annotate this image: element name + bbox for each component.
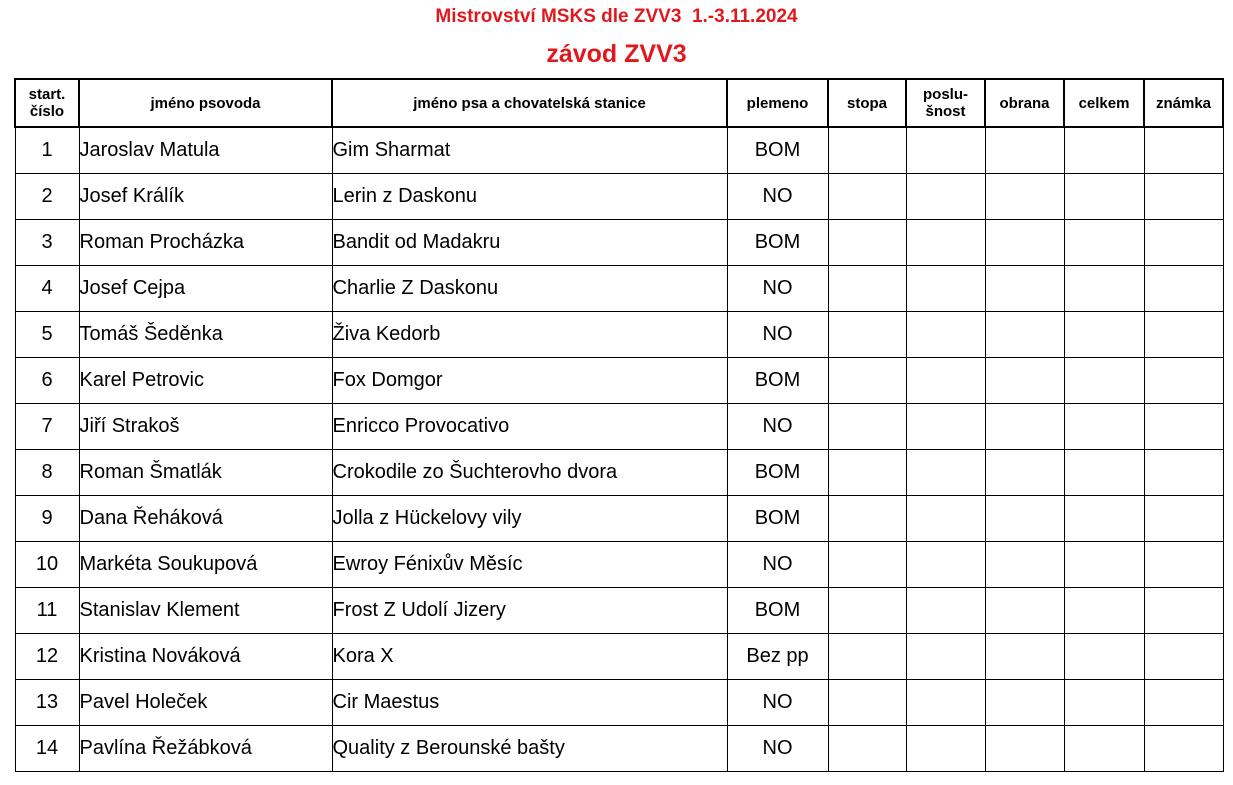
tracking-cell <box>828 496 906 542</box>
col-header-line: šnost <box>925 103 966 120</box>
dog-name-cell: Crokodile zo Šuchterovho dvora <box>332 450 727 496</box>
protection-cell <box>985 542 1064 588</box>
col-header-line: stopa <box>846 94 887 112</box>
start-number-cell: 3 <box>15 220 79 266</box>
col-header-dog-name <box>332 79 727 127</box>
grade-cell <box>1144 312 1223 358</box>
start-number-cell: 2 <box>15 174 79 220</box>
table-row <box>15 174 1223 220</box>
dog-name-cell: Enricco Provocativo <box>332 404 727 450</box>
protection-cell <box>985 174 1064 220</box>
grade-cell <box>1144 220 1223 266</box>
total-cell <box>1064 588 1144 634</box>
protection-cell <box>985 266 1064 312</box>
start-number-cell: 13 <box>15 680 79 726</box>
col-header-start-number <box>15 79 79 127</box>
table-header-row <box>15 79 1223 127</box>
handler-name-cell: Pavel Holeček <box>79 680 332 726</box>
breed-cell: BOM <box>727 588 828 634</box>
total-cell <box>1064 266 1144 312</box>
table-row <box>15 634 1223 680</box>
table-row <box>15 404 1223 450</box>
obedience-cell <box>906 220 985 266</box>
col-header-handler-name <box>79 79 332 127</box>
col-header-line: známka <box>1155 94 1212 112</box>
grade-cell <box>1144 726 1223 772</box>
total-cell <box>1064 312 1144 358</box>
grade-cell <box>1144 634 1223 680</box>
col-header-line: start. <box>28 86 66 103</box>
table-row <box>15 542 1223 588</box>
col-header-obedience <box>906 79 985 127</box>
col-header-line: jméno psovoda <box>150 94 261 112</box>
breed-cell: NO <box>727 726 828 772</box>
handler-name-cell: Pavlína Řežábková <box>79 726 332 772</box>
table-row <box>15 266 1223 312</box>
protection-cell <box>985 634 1064 680</box>
protection-cell <box>985 127 1064 174</box>
protection-cell <box>985 404 1064 450</box>
start-number-cell: 4 <box>15 266 79 312</box>
grade-cell <box>1144 496 1223 542</box>
grade-cell <box>1144 358 1223 404</box>
table-row <box>15 680 1223 726</box>
breed-cell: BOM <box>727 496 828 542</box>
breed-cell: BOM <box>727 127 828 174</box>
breed-cell: NO <box>727 680 828 726</box>
total-cell <box>1064 726 1144 772</box>
total-cell <box>1064 220 1144 266</box>
breed-cell: NO <box>727 174 828 220</box>
obedience-cell <box>906 174 985 220</box>
total-cell <box>1064 404 1144 450</box>
grade-cell <box>1144 404 1223 450</box>
dog-name-cell: Kora X <box>332 634 727 680</box>
dog-name-cell: Jolla z Hückelovy vily <box>332 496 727 542</box>
protection-cell <box>985 496 1064 542</box>
start-number-cell: 14 <box>15 726 79 772</box>
start-number-cell: 5 <box>15 312 79 358</box>
total-cell <box>1064 127 1144 174</box>
start-number-cell: 9 <box>15 496 79 542</box>
obedience-cell <box>906 496 985 542</box>
dog-name-cell: Quality z Berounské bašty <box>332 726 727 772</box>
total-cell <box>1064 542 1144 588</box>
col-header-line: obrana <box>999 94 1050 112</box>
start-number-cell: 10 <box>15 542 79 588</box>
grade-cell <box>1144 174 1223 220</box>
obedience-cell <box>906 358 985 404</box>
col-header-grade <box>1144 79 1223 127</box>
page-subtitle: závod ZVV3 <box>546 40 687 68</box>
tracking-cell <box>828 404 906 450</box>
col-header-line: poslu- <box>923 86 968 103</box>
obedience-cell <box>906 726 985 772</box>
breed-cell: BOM <box>727 358 828 404</box>
total-cell <box>1064 174 1144 220</box>
results-table <box>14 78 1224 772</box>
protection-cell <box>985 358 1064 404</box>
breed-cell: NO <box>727 266 828 312</box>
handler-name-cell: Roman Procházka <box>79 220 332 266</box>
start-number-cell: 7 <box>15 404 79 450</box>
handler-name-cell: Jiří Strakoš <box>79 404 332 450</box>
handler-name-cell: Jaroslav Matula <box>79 127 332 174</box>
dog-name-cell: Charlie Z Daskonu <box>332 266 727 312</box>
tracking-cell <box>828 312 906 358</box>
tracking-cell <box>828 450 906 496</box>
protection-cell <box>985 680 1064 726</box>
page-title: Mistrovství MSKS dle ZVV3 1.-3.11.2024 <box>435 6 798 27</box>
tracking-cell <box>828 542 906 588</box>
col-header-line: plemeno <box>746 94 809 112</box>
dog-name-cell: Cir Maestus <box>332 680 727 726</box>
handler-name-cell: Dana Řeháková <box>79 496 332 542</box>
obedience-cell <box>906 404 985 450</box>
start-number-cell: 6 <box>15 358 79 404</box>
handler-name-cell: Tomáš Šeděnka <box>79 312 332 358</box>
tracking-cell <box>828 127 906 174</box>
col-header-line: číslo <box>29 103 65 120</box>
dog-name-cell: Lerin z Daskonu <box>332 174 727 220</box>
total-cell <box>1064 358 1144 404</box>
obedience-cell <box>906 680 985 726</box>
start-number-cell: 8 <box>15 450 79 496</box>
breed-cell: NO <box>727 404 828 450</box>
tracking-cell <box>828 588 906 634</box>
grade-cell <box>1144 588 1223 634</box>
handler-name-cell: Karel Petrovic <box>79 358 332 404</box>
tracking-cell <box>828 358 906 404</box>
total-cell <box>1064 634 1144 680</box>
grade-cell <box>1144 680 1223 726</box>
grade-cell <box>1144 127 1223 174</box>
handler-name-cell: Stanislav Klement <box>79 588 332 634</box>
table-row <box>15 312 1223 358</box>
obedience-cell <box>906 542 985 588</box>
handler-name-cell: Roman Šmatlák <box>79 450 332 496</box>
tracking-cell <box>828 634 906 680</box>
table-row <box>15 220 1223 266</box>
dog-name-cell: Fox Domgor <box>332 358 727 404</box>
handler-name-cell: Josef Cejpa <box>79 266 332 312</box>
handler-name-cell: Markéta Soukupová <box>79 542 332 588</box>
table-row <box>15 450 1223 496</box>
tracking-cell <box>828 266 906 312</box>
table-row <box>15 726 1223 772</box>
table-row <box>15 588 1223 634</box>
total-cell <box>1064 496 1144 542</box>
breed-cell: BOM <box>727 220 828 266</box>
obedience-cell <box>906 127 985 174</box>
table-row <box>15 358 1223 404</box>
col-header-breed <box>727 79 828 127</box>
grade-cell <box>1144 450 1223 496</box>
col-header-line: celkem <box>1078 94 1130 112</box>
handler-name-cell: Kristina Nováková <box>79 634 332 680</box>
breed-cell: NO <box>727 312 828 358</box>
breed-cell: Bez pp <box>727 634 828 680</box>
breed-cell: BOM <box>727 450 828 496</box>
protection-cell <box>985 450 1064 496</box>
total-cell <box>1064 680 1144 726</box>
breed-cell: NO <box>727 542 828 588</box>
obedience-cell <box>906 588 985 634</box>
tracking-cell <box>828 680 906 726</box>
obedience-cell <box>906 634 985 680</box>
start-number-cell: 1 <box>15 127 79 174</box>
dog-name-cell: Gim Sharmat <box>332 127 727 174</box>
grade-cell <box>1144 542 1223 588</box>
dog-name-cell: Živa Kedorb <box>332 312 727 358</box>
obedience-cell <box>906 266 985 312</box>
protection-cell <box>985 312 1064 358</box>
table-row <box>15 127 1223 174</box>
total-cell <box>1064 450 1144 496</box>
start-number-cell: 11 <box>15 588 79 634</box>
table-body <box>15 127 1223 772</box>
protection-cell <box>985 726 1064 772</box>
dog-name-cell: Bandit od Madakru <box>332 220 727 266</box>
col-header-line: jméno psa a chovatelská stanice <box>413 94 646 112</box>
tracking-cell <box>828 174 906 220</box>
obedience-cell <box>906 450 985 496</box>
tracking-cell <box>828 220 906 266</box>
col-header-tracking <box>828 79 906 127</box>
col-header-protection <box>985 79 1064 127</box>
start-number-cell: 12 <box>15 634 79 680</box>
obedience-cell <box>906 312 985 358</box>
table-row <box>15 496 1223 542</box>
protection-cell <box>985 588 1064 634</box>
handler-name-cell: Josef Králík <box>79 174 332 220</box>
dog-name-cell: Ewroy Fénixův Měsíc <box>332 542 727 588</box>
dog-name-cell: Frost Z Udolí Jizery <box>332 588 727 634</box>
protection-cell <box>985 220 1064 266</box>
col-header-total <box>1064 79 1144 127</box>
grade-cell <box>1144 266 1223 312</box>
tracking-cell <box>828 726 906 772</box>
